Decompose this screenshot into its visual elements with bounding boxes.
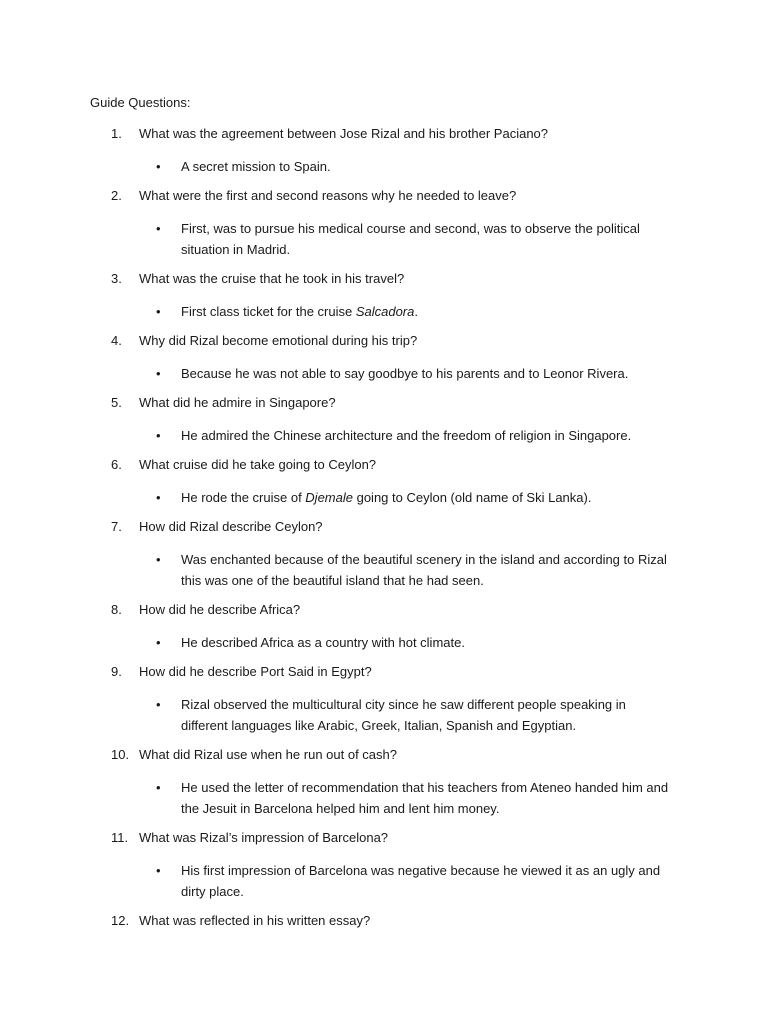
question-list <box>0 125 768 943</box>
question-text: What did he admire in Singapore? <box>139 395 336 410</box>
answer-row <box>0 549 768 591</box>
answer-text <box>181 694 676 736</box>
answer-text-part: He described Africa as a country with hot climate. <box>181 635 465 650</box>
answer-row <box>0 218 768 260</box>
answer-text <box>181 301 676 322</box>
question-number: 4. <box>111 333 122 348</box>
answer-text <box>181 632 676 653</box>
answer-text-part: He used the letter of recommendation that his teachers from Ateneo handed him and the Jesuit in Barcelona helped him and lent him money. <box>181 780 669 816</box>
question-row <box>0 394 768 415</box>
answer-row <box>0 632 768 653</box>
question-text: How did Rizal describe Ceylon? <box>139 519 323 534</box>
question-number: 10. <box>111 747 130 762</box>
answer-row <box>0 860 768 902</box>
question-number: 9. <box>111 664 122 679</box>
question-text: What cruise did he take going to Ceylon? <box>139 457 377 472</box>
question-item <box>0 456 768 508</box>
answer-text <box>181 156 676 177</box>
answer-row <box>0 777 768 819</box>
bullet-icon: • <box>156 863 161 878</box>
question-row <box>0 663 768 684</box>
question-row <box>0 456 768 477</box>
answer-text-part: going to Ceylon (old name of Ski Lanka). <box>352 490 592 505</box>
question-text: How did he describe Port Said in Egypt? <box>139 664 372 679</box>
answer-text-part: Because he was not able to say goodbye to his parents and to Leonor Rivera. <box>181 366 629 381</box>
question-number: 1. <box>111 126 122 141</box>
answer-text <box>181 218 676 260</box>
bullet-icon: • <box>156 304 161 319</box>
question-number: 11. <box>111 830 129 845</box>
answer-emphasis: Salcadora <box>355 304 415 319</box>
answer-text-part: Was enchanted because of the beautiful scenery in the island and according to Rizal this was one of the beautiful island that he had seen. <box>181 552 667 588</box>
question-number: 7. <box>111 519 122 534</box>
question-text: What was reflected in his written essay? <box>139 913 371 928</box>
bullet-icon: • <box>156 366 161 381</box>
question-row <box>0 125 768 146</box>
answer-text-part: He admired the Chinese architecture and the freedom of religion in Singapore. <box>181 428 632 443</box>
question-item <box>0 394 768 446</box>
section-heading: Guide Questions: <box>90 95 191 110</box>
bullet-icon: • <box>156 428 161 443</box>
question-text: What was the cruise that he took in his travel? <box>139 271 405 286</box>
answer-text-part: He rode the cruise of <box>181 490 306 505</box>
bullet-icon: • <box>156 635 161 650</box>
question-number: 2. <box>111 188 122 203</box>
answer-text <box>181 777 676 819</box>
answer-text <box>181 425 676 446</box>
bullet-icon: • <box>156 552 161 567</box>
question-number: 5. <box>111 395 122 410</box>
question-item <box>0 270 768 322</box>
answer-row <box>0 156 768 177</box>
question-number: 3. <box>111 271 122 286</box>
answer-text-part: A secret mission to Spain. <box>181 159 331 174</box>
question-number: 12. <box>111 913 130 928</box>
bullet-icon: • <box>156 159 161 174</box>
answer-text <box>181 363 676 384</box>
question-item <box>0 912 768 933</box>
question-text: What was the agreement between Jose Rizal and his brother Paciano? <box>139 126 549 141</box>
question-text: How did he describe Africa? <box>139 602 301 617</box>
bullet-icon: • <box>156 780 161 795</box>
answer-row <box>0 301 768 322</box>
answer-row <box>0 694 768 736</box>
bullet-icon: • <box>156 697 161 712</box>
question-number: 8. <box>111 602 122 617</box>
question-item <box>0 663 768 736</box>
question-text: What were the first and second reasons why he needed to leave? <box>139 188 517 203</box>
question-number: 6. <box>111 457 122 472</box>
question-item <box>0 829 768 902</box>
question-row <box>0 187 768 208</box>
question-text: What was Rizal’s impression of Barcelona? <box>139 830 389 845</box>
question-item <box>0 125 768 177</box>
question-row <box>0 332 768 353</box>
answer-text <box>181 860 676 902</box>
question-text: Why did Rizal become emotional during his trip? <box>139 333 418 348</box>
answer-text-part: First class ticket for the cruise <box>181 304 356 319</box>
bullet-icon: • <box>156 221 161 236</box>
question-row <box>0 746 768 767</box>
answer-row <box>0 363 768 384</box>
answer-text-part: . <box>414 304 418 319</box>
answer-text-part: Rizal observed the multicultural city since he saw different people speaking in different languages like Arabic, Greek, Italian, Spanish and Egyptian. <box>181 697 626 733</box>
question-item <box>0 601 768 653</box>
question-text: What did Rizal use when he run out of cash? <box>139 747 397 762</box>
answer-text <box>181 549 676 591</box>
question-row <box>0 829 768 850</box>
question-row <box>0 518 768 539</box>
question-item <box>0 332 768 384</box>
question-row <box>0 912 768 933</box>
question-item <box>0 746 768 819</box>
answer-row <box>0 487 768 508</box>
question-item <box>0 187 768 260</box>
answer-emphasis: Djemale <box>305 490 353 505</box>
bullet-icon: • <box>156 490 161 505</box>
answer-text-part: First, was to pursue his medical course and second, was to observe the political situation in Madrid. <box>181 221 640 257</box>
answer-text <box>181 487 676 508</box>
answer-text-part: His first impression of Barcelona was negative because he viewed it as an ugly and dirty place. <box>181 863 661 899</box>
question-row <box>0 270 768 291</box>
answer-row <box>0 425 768 446</box>
question-item <box>0 518 768 591</box>
question-row <box>0 601 768 622</box>
